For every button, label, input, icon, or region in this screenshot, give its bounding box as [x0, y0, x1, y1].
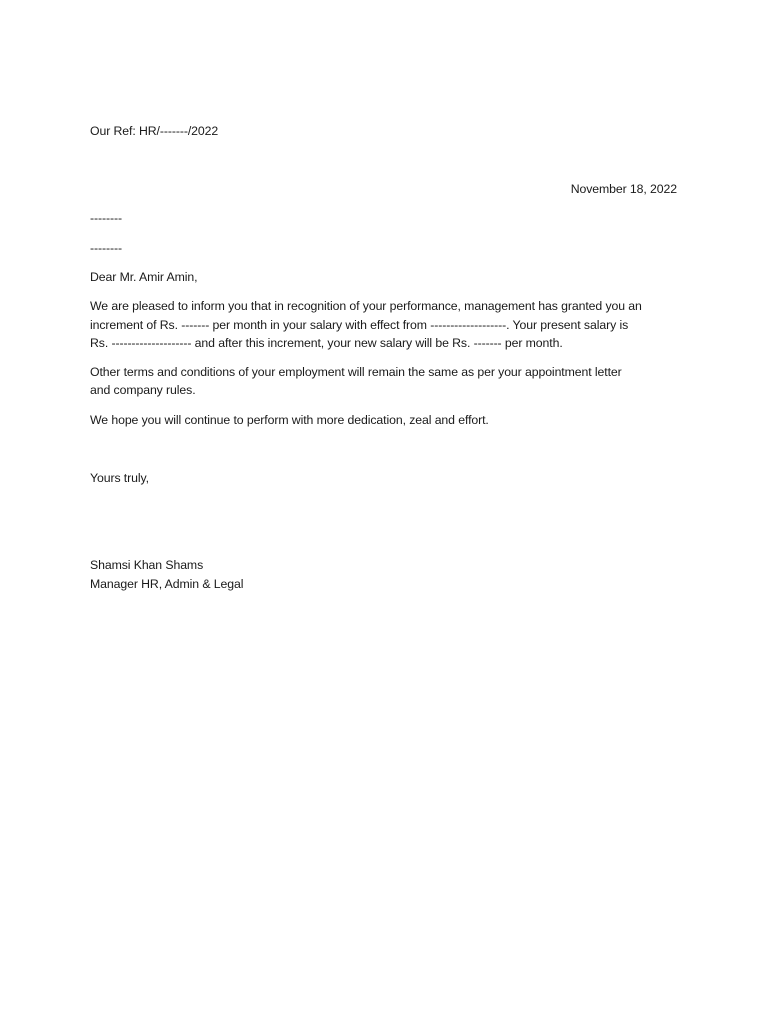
paragraph-3: We hope you will continue to perform with more dedication, zeal and effort. [90, 413, 489, 427]
recipient-address-line-1: -------- [90, 211, 122, 225]
paragraph-1-line-2: increment of Rs. ------- per month in your salary with effect from -------------------. Your present salary is [90, 318, 629, 332]
salutation: Dear Mr. Amir Amin, [90, 270, 198, 284]
signatory-title: Manager HR, Admin & Legal [90, 577, 244, 591]
paragraph-1-line-3: Rs. -------------------- and after this increment, your new salary will be Rs. ------- per month. [90, 336, 563, 350]
paragraph-2-line-2: and company rules. [90, 383, 196, 397]
signatory-name: Shamsi Khan Shams [90, 558, 204, 572]
recipient-address-line-2: -------- [90, 241, 122, 255]
paragraph-1-line-1: We are pleased to inform you that in recognition of your performance, management has granted you an [90, 299, 642, 313]
paragraph-2-line-1: Other terms and conditions of your employment will remain the same as per your appointment letter [90, 365, 622, 379]
reference-number: Our Ref: HR/-------/2022 [90, 124, 219, 138]
closing: Yours truly, [90, 471, 149, 485]
letter-date: November 18, 2022 [570, 182, 677, 196]
